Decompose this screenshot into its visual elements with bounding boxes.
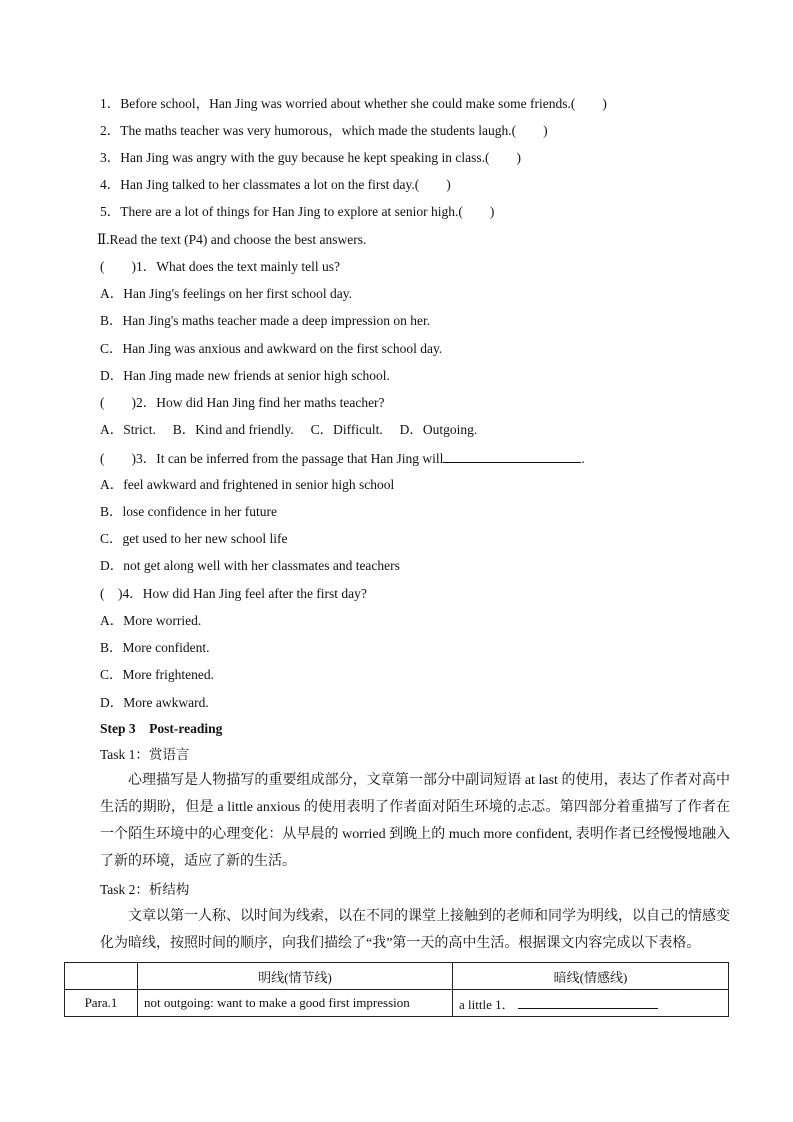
task-2-paragraph: 文章以第一人称、以时间为线索，以在不同的课堂上接触到的老师和同学为明线，以自己的情感变化为暗线，按照时间的顺序，向我们描绘了“我”第一天的高中生活。根据课文内容完成以下表格。: [100, 909, 730, 951]
q1-option-d: D．Han Jing made new friends at senior high school.: [100, 368, 390, 383]
step-3-title: Post-reading: [149, 721, 223, 736]
tf-question-1: 1．Before school，Han Jing was worried about whether she could make some friends.( ): [100, 96, 607, 111]
q2-stem: ( )2．How did Han Jing find her maths teacher?: [100, 395, 385, 410]
table-header-plot: 明线(情节线): [138, 963, 453, 990]
tf-question-4: 4．Han Jing talked to her classmates a lot on the first day.( ): [100, 177, 451, 192]
q3-option-c: C．get used to her new school life: [100, 531, 288, 546]
emotion-prefix: a little 1．: [459, 996, 515, 1012]
q1-option-a: A．Han Jing's feelings on her first school day.: [100, 286, 353, 301]
q3-answer-blank[interactable]: [443, 449, 581, 463]
table-cell-emotion: [453, 990, 729, 1017]
q4-stem: ( )4．How did Han Jing feel after the first day?: [100, 586, 367, 601]
table-header-empty: [65, 963, 138, 990]
table-cell-para: Para.1: [65, 990, 138, 1017]
task-1-title: Task 1：赏语言: [100, 747, 190, 762]
tf-question-2: 2．The maths teacher was very humorous，which made the students laugh.( ): [100, 123, 548, 138]
tf-question-3: 3．Han Jing was angry with the guy because he kept speaking in class.( ): [100, 150, 522, 165]
task-2-title: Task 2：析结构: [100, 882, 190, 897]
step-3-heading: [100, 720, 222, 738]
table-header-emotion: 暗线(情感线): [453, 963, 729, 990]
structure-table: [64, 962, 729, 1017]
q1-option-c: C．Han Jing was anxious and awkward on the first school day.: [100, 341, 443, 356]
q1-stem: ( )1．What does the text mainly tell us?: [100, 259, 340, 274]
q1-option-b: B．Han Jing's maths teacher made a deep impression on her.: [100, 313, 431, 328]
q3-stem-end: .: [581, 451, 585, 466]
step-3-label: Step 3: [100, 721, 136, 736]
q2-options: A．Strict. B．Kind and friendly. C．Difficult. D．Outgoing.: [100, 422, 478, 437]
table-header-row: [65, 963, 729, 990]
q3-stem: ( )3．It can be inferred from the passage that Han Jing will: [100, 451, 444, 466]
task-1-paragraph: 心理描写是人物描写的重要组成部分，文章第一部分中副词短语 at last 的使用，表达了作者对高中生活的期盼，但是 a little anxious 的使用表明了作者面对陌生环境的忐忑。第四部分着重描写了作者在一个陌生环境中的心理变化：从早晨的 worried 到晚上的 much more confident, 表明作者已经慢慢地融入了新的环境，适应了新的生活。: [100, 773, 730, 869]
table-row: [65, 990, 729, 1017]
tf-question-5: 5．There are a lot of things for Han Jing to explore at senior high.( ): [100, 204, 495, 219]
q3-stem-line: [100, 449, 585, 468]
q3-option-a: A．feel awkward and frightened in senior high school: [100, 477, 395, 492]
q4-option-d: D．More awkward.: [100, 695, 209, 710]
q4-option-a: A．More worried.: [100, 613, 202, 628]
q4-option-c: C．More frightened.: [100, 667, 214, 682]
section-2-heading: Ⅱ.Read the text (P4) and choose the best answers.: [97, 232, 367, 247]
q4-option-b: B．More confident.: [100, 640, 210, 655]
q3-option-d: D．not get along well with her classmates and teachers: [100, 558, 400, 573]
emotion-answer-blank[interactable]: [518, 995, 658, 1009]
table-cell-plot: not outgoing: want to make a good first impression: [138, 990, 453, 1017]
q3-option-b: B．lose confidence in her future: [100, 504, 277, 519]
